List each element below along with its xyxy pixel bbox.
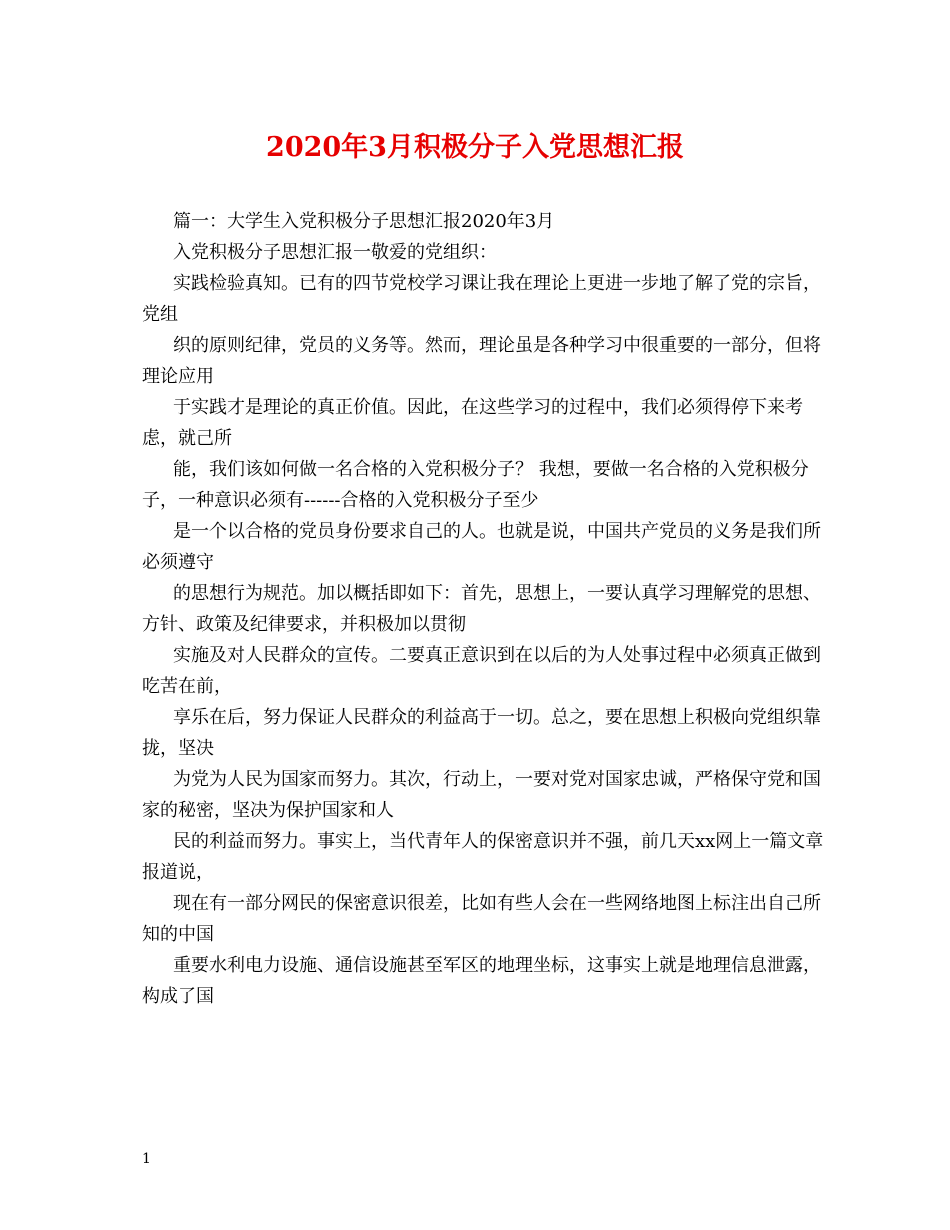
document-body xyxy=(142,206,832,1012)
paragraph-11: 为党为人民为国家而努力。其次，行动上，一要对党对国家忠诚，严格保守党和国家的秘密，坚决为保护国家和人 xyxy=(142,769,821,821)
paragraph-9: 实施及对人民群众的宣传。二要真正意识到在以后的为人处事过程中必须真正做到吃苦在前， xyxy=(142,645,821,697)
paragraph-10: 享乐在后，努力保证人民群众的利益高于一切。总之，要在思想上积极向党组织靠拢，坚决 xyxy=(142,707,821,759)
paragraph-3: 实践检验真知。已有的四节党校学习课让我在理论上更进一步地了解了党的宗旨，党组 xyxy=(142,273,821,325)
document-title: 2020年3月积极分子入党思想汇报 xyxy=(266,132,684,163)
paragraph-7: 是一个以合格的党员身份要求自己的人。也就是说，中国共产党员的义务是我们所必须遵守 xyxy=(142,521,821,573)
paragraph-14: 重要水利电力设施、通信设施甚至军区的地理坐标，这事实上就是地理信息泄露，构成了国 xyxy=(142,955,821,1007)
paragraph-6: 能，我们该如何做一名合格的入党积极分子？ 我想，要做一名合格的入党积极分子，一种意识必须有------合格的入党积极分子至少 xyxy=(142,459,809,511)
paragraph-13: 现在有一部分网民的保密意识很差，比如有些人会在一些网络地图上标注出自己所知的中国 xyxy=(142,893,821,945)
paragraph-1: 篇一：大学生入党积极分子思想汇报2020年3月 xyxy=(173,211,555,232)
paragraph-12: 民的利益而努力。事实上，当代青年人的保密意识并不强，前几天xx网上一篇文章报道说， xyxy=(142,831,824,883)
paragraph-8: 的思想行为规范。加以概括即如下：首先，思想上，一要认真学习理解党的思想、方针、政策及纪律要求，并积极加以贯彻 xyxy=(142,583,821,635)
paragraph-5: 于实践才是理论的真正价值。因此，在这些学习的过程中，我们必须得停下来考虑，就己所 xyxy=(142,397,803,449)
page-number: 1 xyxy=(142,1151,151,1167)
paragraph-2: 入党积极分子思想汇报一敬爱的党组织： xyxy=(173,242,497,263)
paragraph-4: 织的原则纪律，党员的义务等。然而，理论虽是各种学习中很重要的一部分，但将理论应用 xyxy=(142,335,821,387)
